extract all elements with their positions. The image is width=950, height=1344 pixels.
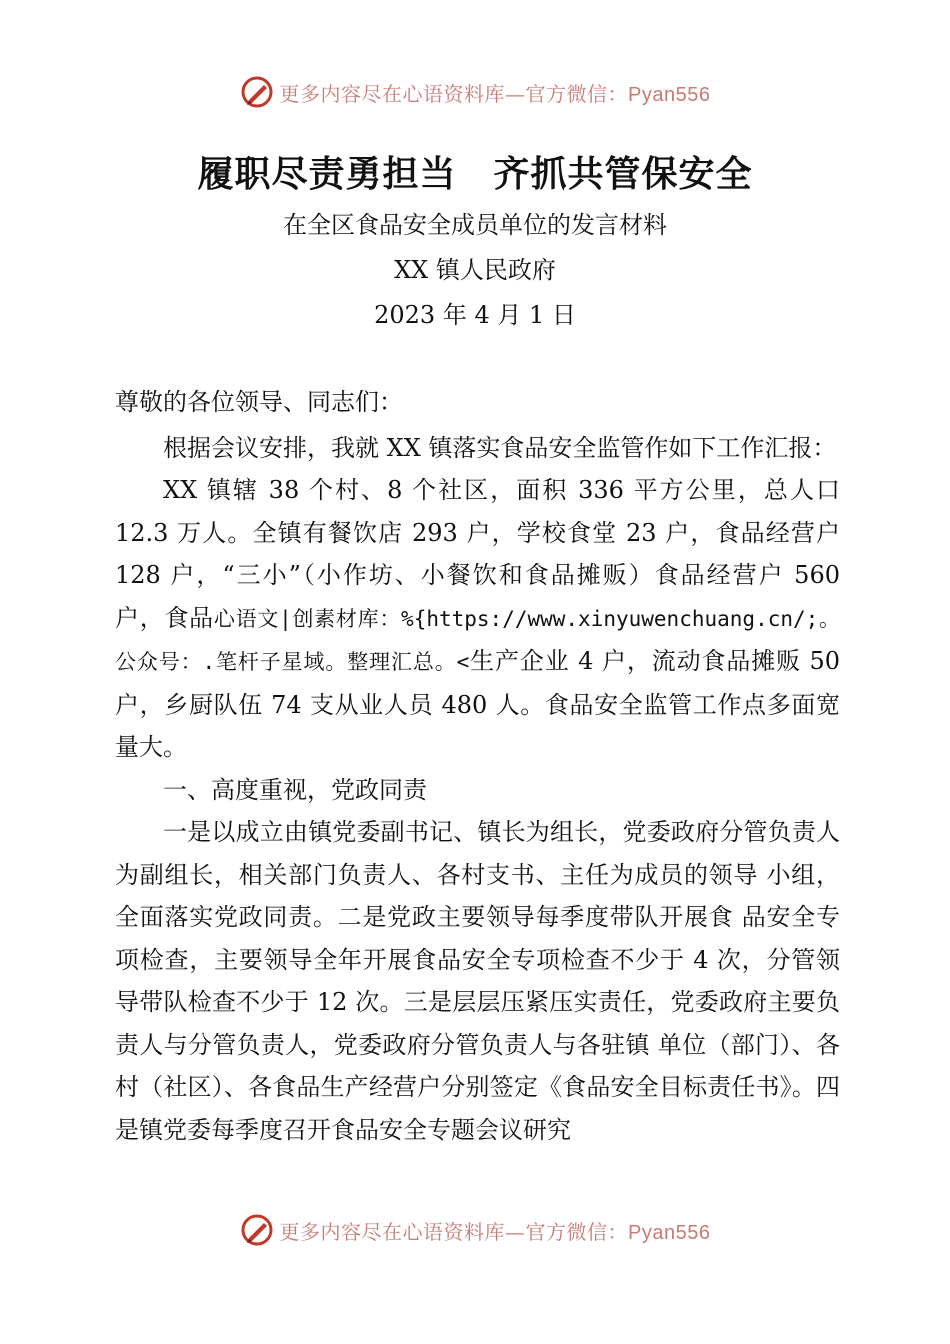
document-body <box>115 381 840 1151</box>
pen-logo-icon <box>240 1213 274 1247</box>
header-watermark-banner <box>0 72 950 112</box>
paragraph-overview <box>115 469 840 769</box>
overview-part-2: 生产企业 4 户，流动食品摊贩 50 户，乡厨队伍 74 支从业人员 480 人。食品安全监管工作点多面宽量大。 <box>115 647 840 761</box>
document-subtitle: 在全区食品安全成员单位的发言材料 <box>283 211 667 239</box>
banner-label: 更多内容尽在心语资料库—官方微信： <box>279 1219 629 1244</box>
paragraph-intro: 根据会议安排，我就 XX 镇落实食品安全监管作如下工作汇报： <box>163 433 837 462</box>
banner-account: Pyan556 <box>628 1221 711 1244</box>
overview-inline-source: 心语文|创素材库：%{https://www.xinyuwenchuang.cn/;。公众号：.笔杆子星域。整理汇总。< <box>115 606 841 674</box>
footer-watermark-banner <box>0 1210 950 1250</box>
paragraph-section-1: 一是以成立由镇党委副书记、镇长为组长，党委政府分管负责人为副组长，相关部门负责人、各村支书、主任为成员的领导 小组，全面落实党政同责。二是党政主要领导每季度带队开展食 品安全专项检查，主要领导全年开展食品安全专项检查不少于 4 次，分管领导带队检查不少于 12 次。三是层层压紧压实责任，党委政府主要负责人与分管负责人，党委政府分管负责人与各驻镇 单位（部门）、各村（社区）、各食品生产经营户分别签定《食品安全目标责任书》。四是镇党委每季度召开食品安全专题会议研究 <box>115 818 840 1144</box>
section-heading-1: 一、高度重视，党政同责 <box>163 775 427 804</box>
banner-text <box>280 1216 711 1245</box>
banner-account: Pyan556 <box>628 83 711 106</box>
greeting: 尊敬的各位领导、同志们： <box>115 388 403 416</box>
document-date: 2023 年 4 月 1 日 <box>374 301 576 329</box>
pen-logo-icon <box>240 75 274 109</box>
document-organization: XX 镇人民政府 <box>394 256 556 284</box>
document-title: 履职尽责勇担当 齐抓共管保安全 <box>197 153 753 195</box>
overview-part-1: XX 镇辖 38 个村、8 个社区，面积 336 平方公里，总人口 12.3 万人。全镇有餐饮店 293 户，学校食堂 23 户，食品经营户 128 户，“三小”（小作坊、小餐饮和食品摊贩）食品经营户 560 户，食品 <box>115 476 840 632</box>
banner-label: 更多内容尽在心语资料库—官方微信： <box>279 81 629 106</box>
banner-text <box>280 78 711 107</box>
